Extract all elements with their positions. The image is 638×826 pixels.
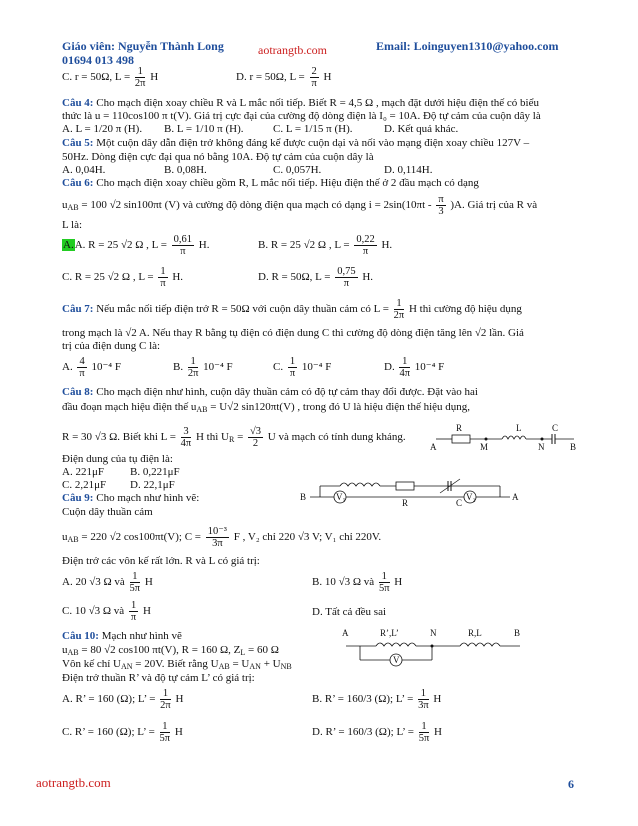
q10-diagram-label-rl1: R’,L’ <box>380 628 399 638</box>
q4-option-c: C. L = 1/15 π (H). <box>273 123 353 135</box>
inductor-symbol <box>460 643 500 646</box>
footer-site[interactable]: aotrangtb.com <box>36 775 111 790</box>
q9-line1: Câu 9: Cho mạch như hình vẽ: <box>62 492 200 504</box>
teacher-email[interactable]: Email: Loinguyen1310@yahoo.com <box>376 39 559 53</box>
q8-option-b: B. 0,221μF <box>130 466 180 478</box>
top-option-c: C. r = 50Ω, L = $\frac{1}{2\pi}$ H <box>62 66 159 90</box>
q8-line1: Câu 8: Cho mạch điện như hình, cuộn dây thuần cảm có độ tự cảm thay đổi được. Đặt vào hai <box>62 386 478 398</box>
inductor-symbol <box>376 643 416 646</box>
q10-option-b: B. R’ = 160/3 (Ω); L’ = $\frac{1}{3\pi}$ H <box>312 688 442 712</box>
q7-line1: Câu 7: Nếu mắc nối tiếp điện trở R = 50Ω với cuộn dây thuần cảm có L = $\frac{1}{2\pi}$ H thì cường độ hiệu dụng <box>62 298 522 322</box>
teacher-phone: 01694 013 498 <box>62 53 134 67</box>
q10-diagram-label-a: A <box>342 628 349 638</box>
inductor-symbol <box>340 483 380 486</box>
q10-option-a: A. R’ = 160 (Ω); L’ = $\frac{1}{2\pi}$ H <box>62 688 184 712</box>
q7-line2: trong mạch là √2 A. Nếu thay R bằng tụ điện có điện dung C thì cường độ dòng điện tăng lên √2 lần. Giá <box>62 327 524 339</box>
q8-diagram-label-n: N <box>538 442 545 452</box>
inductor-symbol <box>502 436 526 439</box>
q10-diagram-label-rl2: R,L <box>468 628 482 638</box>
q7-option-c: C. $\frac{1}{\pi}$ 10⁻⁴ F <box>273 356 332 380</box>
q5-line2: 50Hz. Dòng điện cực đại qua nó bằng 10A. Độ tự cảm của cuộn dây là <box>62 151 374 163</box>
q8-option-d: D. 22,1μF <box>130 479 175 491</box>
resistor-symbol <box>452 435 470 443</box>
q10-line2: $u_{AB} = 80$ √2 cos100 πt(V), R = 160 Ω, $Z_L = 60$ Ω <box>62 644 279 657</box>
q5-option-b: B. 0,08H. <box>164 164 207 176</box>
q6-option-d: D. R = 50Ω, L = $\frac{0,75}{\pi}$ H. <box>258 266 374 290</box>
top-option-d: D. r = 50Ω, L = $\frac{2}{\pi}$ H <box>236 66 332 90</box>
q9-line4: Điện trở các vôn kế rất lớn. R và L có giá trị: <box>62 555 260 567</box>
q7-option-d: D. $\frac{1}{4\pi}$ 10⁻⁴ F <box>384 356 445 380</box>
q4-option-b: B. L = 1/10 π (H). <box>164 123 244 135</box>
q8-line2: đầu đoạn mạch hiệu điện thế $u_{AB} = U√2$ sin120πt(V) , trong đó U là hiệu điện thế hiệu dụng, <box>62 401 471 414</box>
q8-diagram-label-b: B <box>570 442 577 452</box>
q4-line2: thức là u = 110cos100 π t(V). Giá trị cực đại của cường độ dòng điện là I₀ = 10A. Độ tự cảm của cuộn dây là <box>62 110 541 122</box>
resistor-symbol <box>396 482 414 490</box>
q8-diagram-label-c: C <box>552 423 559 433</box>
q8-diagram-label-m: M <box>480 442 489 452</box>
q9-option-b: B. 10 √3 Ω và $\frac{1}{5\pi}$ H <box>312 571 403 595</box>
q5-option-c: C. 0,057H. <box>273 164 322 176</box>
q8-diagram-label-r: R <box>456 423 463 433</box>
q6-line3: L là: <box>62 219 83 231</box>
q6-option-c: C. R = 25 √2 Ω , L = $\frac{1}{\pi}$ H. <box>62 266 184 290</box>
q6-option-b: B. R = 25 √2 Ω , L = $\frac{0,22}{\pi}$ H. <box>258 234 393 258</box>
q6-line1: Câu 6: Cho mạch điện xoay chiều gồm R, L mắc nối tiếp. Hiệu điện thế ở 2 đầu mạch có dạng <box>62 177 479 189</box>
q10-option-d: D. R’ = 160/3 (Ω); L’ = $\frac{1}{5\pi}$ H <box>312 721 442 745</box>
q10-line3: Vôn kế chỉ $U_{AN} = 20V$. Biết rằng $U_{AB} = U_{AN} + U_{NB}$ <box>62 658 292 671</box>
q8-circuit-diagram <box>430 422 580 452</box>
q7-option-b: B. $\frac{1}{2\pi}$ 10⁻⁴ F <box>173 356 233 380</box>
q5-option-a: A. 0,04H. <box>62 164 106 176</box>
q4-option-d: D. Kết quả khác. <box>384 123 459 135</box>
q9-diagram-label-b: B <box>300 492 307 502</box>
teacher-name: Giáo viên: Nguyễn Thành Long <box>62 39 224 53</box>
q8-option-c: C. 2,21μF <box>62 479 107 491</box>
q9-option-a: A. 20 √3 Ω và $\frac{1}{5\pi}$ H <box>62 571 153 595</box>
q9-option-c: C. 10 √3 Ω và $\frac{1}{\pi}$ H <box>62 600 151 624</box>
q5-line1: Câu 5: Một cuộn dây dẫn điện trở không đáng kể được cuộn dại và nối vào mạng điện xoay chiều 127V – <box>62 137 530 149</box>
q9-line3: $u_{AB} = 220$ √2 cos100πt(V); C = $\frac{\text{10⁻³}}{3\pi}$ F , V₂ chỉ 220 √3 V; V₁ chỉ 220V. <box>62 526 382 550</box>
q7-option-a: A. $\frac{4}{\pi}$ 10⁻⁴ F <box>62 356 121 380</box>
q7-line3: trị của điện dung C là: <box>62 340 161 352</box>
q8-line3: R = 30 √3 Ω. Biết khi L = $\frac{3}{4\pi}$ H thì $U_R$ = $\frac{√3}{2}$ U và mạch có tính dung kháng. <box>62 426 406 450</box>
page-number: 6 <box>568 777 574 791</box>
q9-diagram-label-c: C <box>456 498 463 508</box>
q8-option-a: A. 221μF <box>62 466 104 478</box>
q4-option-a: A. L = 1/20 π (H). <box>62 123 143 135</box>
q9-diagram-label-v2: V₂ <box>466 492 476 502</box>
q6-option-a: A.A. R = 25 √2 Ω , L = $\frac{0,61}{\pi}$ H. <box>63 234 210 258</box>
q5-option-d: D. 0,114H. <box>384 164 433 176</box>
q10-diagram-label-b: B <box>514 628 521 638</box>
header-site[interactable]: aotrangtb.com <box>258 43 327 57</box>
q10-option-c: C. R’ = 160 (Ω); L’ = $\frac{1}{5\pi}$ H <box>62 721 183 745</box>
q10-circuit-diagram <box>340 626 530 670</box>
q9-diagram-label-r: R <box>402 498 409 508</box>
q10-diagram-label-n: N <box>430 628 437 638</box>
q9-diagram-label-v1: V₁ <box>336 492 346 502</box>
q10-line4: Điện trở thuần R’ và độ tự cảm L’ có giá trị: <box>62 672 255 684</box>
q10-diagram-label-v: V <box>393 655 400 665</box>
answer-highlight: A. <box>63 239 74 252</box>
q9-line2: Cuộn dây thuần cảm <box>62 506 153 518</box>
q9-circuit-diagram <box>300 474 520 510</box>
q8-diagram-label-l: L <box>516 423 522 433</box>
q9-option-d: D. Tất cả đều sai <box>312 606 387 618</box>
q9-diagram-label-a: A <box>512 492 519 502</box>
q10-line1: Câu 10: Mạch như hình vẽ <box>62 630 182 642</box>
q4-line1: Câu 4: Cho mạch điện xoay chiều R và L mắc nối tiếp. Biết R = 4,5 Ω , mạch đặt dưới hiệu điện thế có biểu <box>62 97 539 109</box>
q6-line2: $u_{AB} = 100$ √2 sin100πt (V) và cường độ dòng điện qua mạch có dạng i = 2sin(10πt - $\frac{\pi}{3}$ )A. Giá trị của R và <box>62 194 538 218</box>
q8-line4: Điện dung của tụ điện là: <box>62 453 173 465</box>
q8-diagram-label-a: A <box>430 442 437 452</box>
